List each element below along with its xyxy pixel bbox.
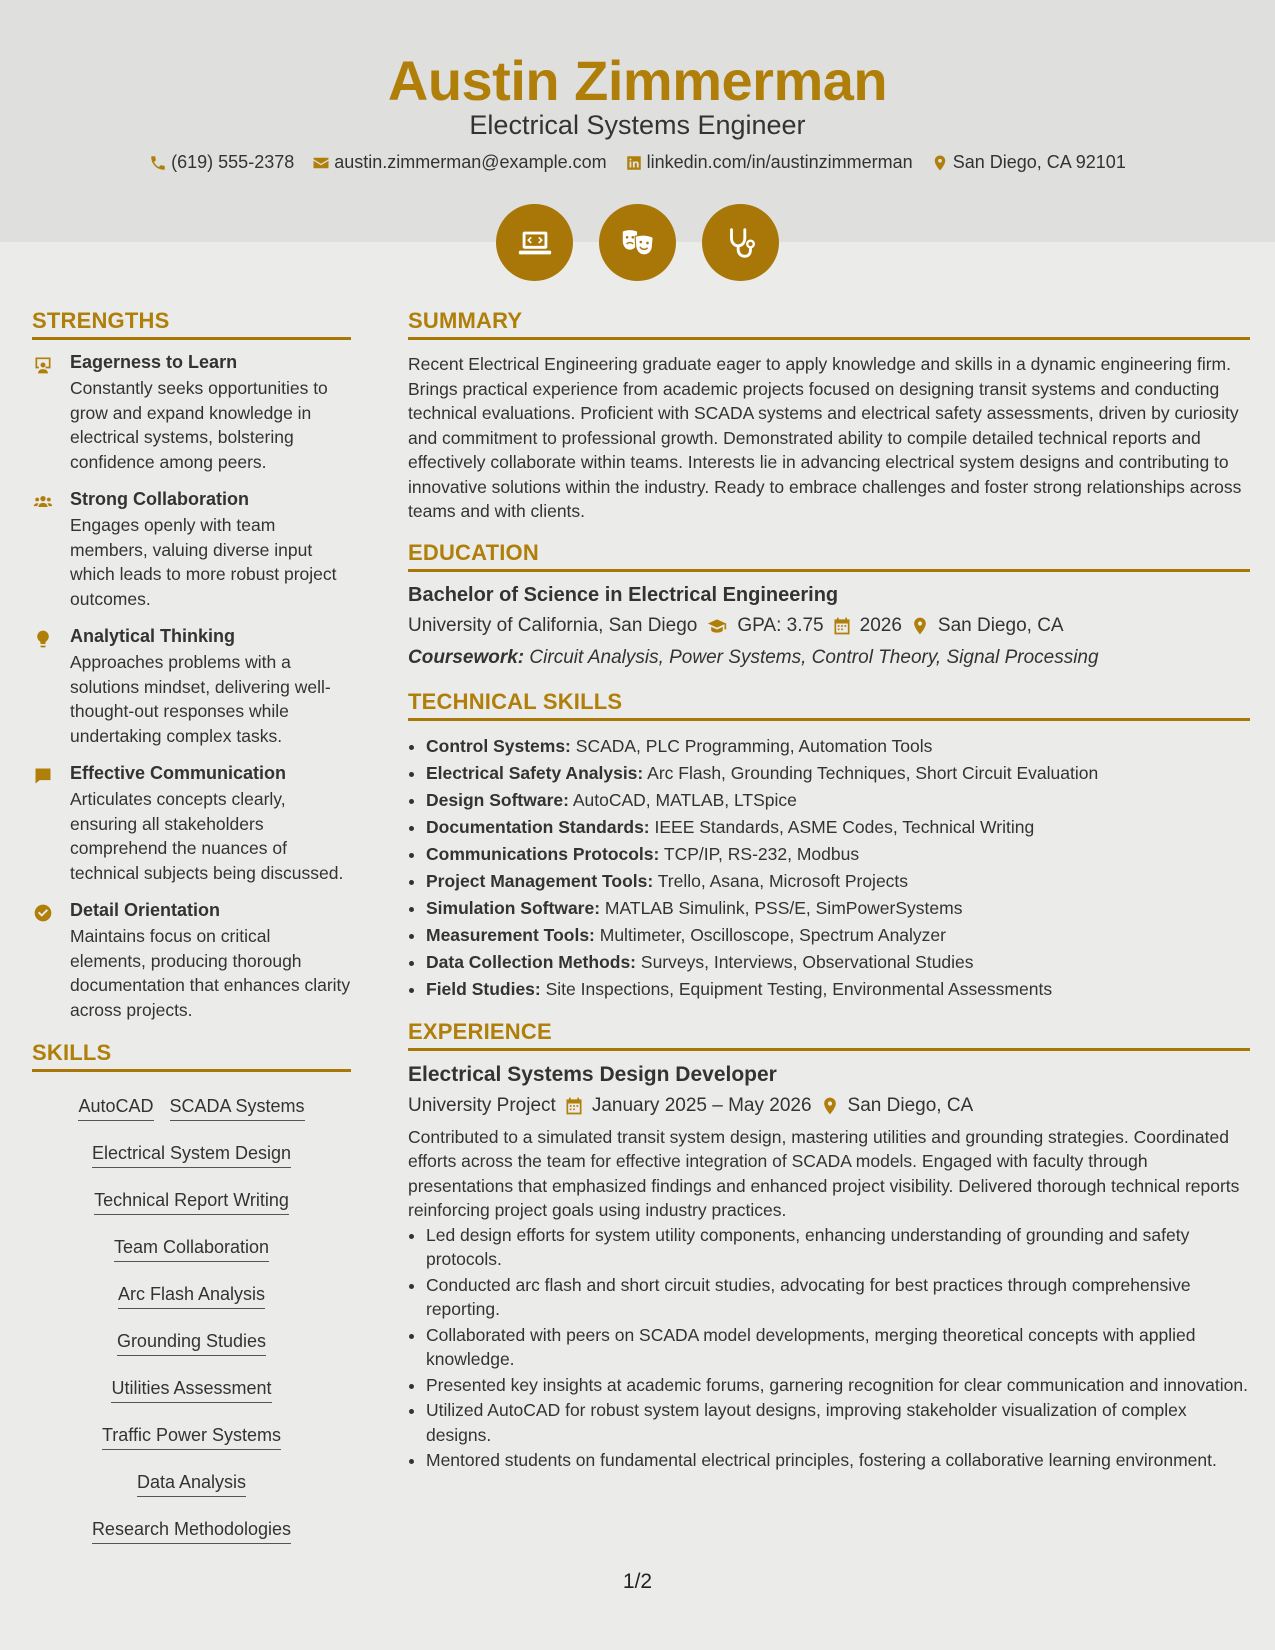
list-item — [426, 814, 1250, 841]
summary-heading: SUMMARY — [408, 308, 1250, 340]
strength-title: Detail Orientation — [70, 900, 221, 920]
users-icon — [32, 492, 54, 512]
contact-email[interactable] — [312, 152, 606, 173]
skill-tag: Electrical System Design — [92, 1143, 291, 1168]
coursework-label: Coursework: — [408, 646, 525, 668]
skill-tag: Technical Report Writing — [94, 1190, 289, 1215]
skill-tag: Research Methodologies — [92, 1519, 291, 1544]
list-item: • Mentored students on fundamental electrical principles, fostering a collaborative learning environment. — [426, 1448, 1250, 1473]
check-circle-icon — [32, 903, 54, 923]
tech-skill-label: Control Systems: — [426, 735, 571, 756]
candidate-name: Austin Zimmerman — [387, 49, 888, 112]
left-column — [32, 308, 351, 1556]
strength-desc: Constantly seeks opportunities to grow and expand knowledge in electrical systems, bolstering confidence among peers. — [70, 378, 328, 472]
education-location: San Diego, CA — [937, 614, 1064, 636]
strength-desc: Maintains focus on critical elements, producing thorough documentation that enhances clarity across projects. — [70, 926, 351, 1020]
phone-text: (619) 555-2378 — [171, 152, 295, 172]
tech-skill-value: Site Inspections, Equipment Testing, Environmental Assessments — [545, 978, 1053, 999]
strength-desc: Articulates concepts clearly, ensuring all stakeholders comprehend the nuances of technical subjects being discussed. — [70, 789, 344, 883]
strength-desc: Engages openly with team members, valuing diverse input which leads to more robust project outcomes. — [70, 515, 337, 609]
tech-skill-value: AutoCAD, MATLAB, LTSpice — [572, 789, 797, 810]
contact-phone[interactable] — [149, 152, 294, 173]
linkedin-text: linkedin.com/in/austinzimmerman — [646, 152, 913, 172]
tech-skill-value: TCP/IP, RS-232, Modbus — [663, 843, 860, 864]
theater-masks-icon — [599, 204, 676, 281]
list-item — [426, 868, 1250, 895]
list-item: • Presented key insights at academic forums, garnering recognition for clear communication and innovation. — [426, 1373, 1250, 1398]
list-item — [426, 949, 1250, 976]
education-gpa: GPA: 3.75 — [737, 614, 824, 636]
tech-skill-value: MATLAB Simulink, PSS/E, SimPowerSystems — [604, 897, 963, 918]
tech-skill-value: Multimeter, Oscilloscope, Spectrum Analyzer — [599, 924, 946, 945]
interest-icons — [0, 204, 1275, 281]
comment-icon — [32, 766, 54, 786]
strength-item — [32, 626, 351, 748]
tech-skill-label: Project Management Tools: — [426, 870, 654, 891]
list-item: • Collaborated with peers on SCADA model developments, merging theoretical concepts with applied knowledge. — [426, 1323, 1250, 1372]
experience-heading: EXPERIENCE — [408, 1019, 1250, 1051]
contact-location — [931, 152, 1126, 173]
list-item — [426, 976, 1250, 1003]
strength-item — [32, 352, 351, 474]
skill-tag: Grounding Studies — [117, 1331, 266, 1356]
education-school: University of California, San Diego — [408, 614, 698, 636]
tech-skill-label: Measurement Tools: — [426, 924, 595, 945]
skill-tag: Team Collaboration — [114, 1237, 269, 1262]
graduation-cap-icon — [705, 616, 729, 636]
calendar-icon — [832, 616, 852, 636]
skill-tag: Arc Flash Analysis — [118, 1284, 265, 1309]
technical-skills-heading: TECHNICAL SKILLS — [408, 689, 1250, 721]
tech-skill-value: SCADA, PLC Programming, Automation Tools — [575, 735, 933, 756]
tech-skill-label: Documentation Standards: — [426, 816, 650, 837]
list-item — [426, 895, 1250, 922]
strength-desc: Approaches problems with a solutions mindset, delivering well-thought-out responses while undertaking complex tasks. — [70, 652, 331, 746]
experience-dates: January 2025 – May 2026 — [591, 1094, 812, 1116]
summary-text: Recent Electrical Engineering graduate eager to apply knowledge and skills in a dynamic engineering firm. Brings practical experience from academic projects focused on designing transit systems and conducting technical evaluations. Proficient with SCADA systems and electrical safety assessments, driven by curiosity and commitment to professional growth. Demonstrated ability to compile detailed technical reports and effectively collaborate within teams. Interests lie in advancing electrical system designs and contributing to innovative solutions within the industry. Ready to embrace challenges and foster strong relationships across teams and with clients. — [408, 354, 1242, 521]
contact-bar — [0, 152, 1275, 173]
skill-tag: SCADA Systems — [170, 1096, 305, 1121]
contact-linkedin[interactable] — [625, 152, 913, 173]
lightbulb-icon — [32, 629, 54, 649]
tech-skill-label: Simulation Software: — [426, 897, 601, 918]
skill-tag: Traffic Power Systems — [102, 1425, 281, 1450]
location-text: San Diego, CA 92101 — [952, 152, 1126, 172]
list-item — [426, 787, 1250, 814]
strength-item — [32, 489, 351, 611]
skills-heading: SKILLS — [32, 1040, 351, 1072]
education-degree: Bachelor of Science in Electrical Engineering — [408, 583, 839, 606]
list-item — [426, 733, 1250, 760]
laptop-code-icon — [496, 204, 573, 281]
technical-skills-list — [408, 733, 1250, 1003]
experience-location: San Diego, CA — [847, 1094, 974, 1116]
right-column — [408, 308, 1250, 1474]
graduation-teacher-icon — [32, 355, 54, 375]
list-item — [426, 922, 1250, 949]
strength-title: Analytical Thinking — [70, 626, 236, 646]
experience-role: Electrical Systems Design Developer — [408, 1062, 777, 1086]
page-number: 1/2 — [622, 1570, 653, 1593]
list-item — [426, 760, 1250, 787]
email-text: austin.zimmerman@example.com — [334, 152, 607, 172]
education-heading: EDUCATION — [408, 540, 1250, 572]
tech-skill-value: IEEE Standards, ASME Codes, Technical Writing — [654, 816, 1035, 837]
tech-skill-label: Communications Protocols: — [426, 843, 660, 864]
strength-title: Effective Communication — [70, 763, 287, 783]
experience-description: Contributed to a simulated transit system design, mastering utilities and grounding strategies. Coordinated efforts across the team for effective integration of SCADA models. Engaged with faculty through presentations that emphasized findings and enhanced project visibility. Delivered thorough technical reports reinforcing project goals using industry practices. — [408, 1126, 1240, 1220]
tech-skill-value: Trello, Asana, Microsoft Projects — [657, 870, 909, 891]
strength-title: Eagerness to Learn — [70, 352, 238, 372]
tech-skill-label: Electrical Safety Analysis: — [426, 762, 644, 783]
skill-tag: Data Analysis — [137, 1472, 246, 1497]
map-pin-icon — [820, 1096, 840, 1116]
map-pin-icon — [910, 616, 930, 636]
education-details — [408, 615, 1250, 637]
skills-list — [32, 1084, 351, 1556]
list-item: • Utilized AutoCAD for robust system layout designs, improving stakeholder visualization of complex designs. — [426, 1398, 1250, 1447]
skill-tag: Utilities Assessment — [111, 1378, 271, 1403]
candidate-title: Electrical Systems Engineer — [469, 110, 806, 140]
coursework-list: Circuit Analysis, Power Systems, Control Theory, Signal Processing — [529, 646, 1099, 668]
education-year: 2026 — [859, 614, 902, 636]
linkedin-icon — [625, 154, 643, 172]
tech-skill-value: Arc Flash, Grounding Techniques, Short Circuit Evaluation — [647, 762, 1099, 783]
phone-icon — [149, 154, 167, 172]
map-pin-icon — [931, 154, 949, 172]
education-coursework — [408, 647, 1250, 669]
list-item: • Led design efforts for system utility components, enhancing understanding of grounding and safety protocols. — [426, 1223, 1250, 1272]
tech-skill-label: Field Studies: — [426, 978, 541, 999]
tech-skill-label: Design Software: — [426, 789, 569, 810]
calendar-icon — [564, 1096, 584, 1116]
experience-org: University Project — [408, 1094, 556, 1116]
strength-item — [32, 900, 351, 1022]
strengths-heading: STRENGTHS — [32, 308, 351, 340]
list-item: • Conducted arc flash and short circuit studies, advocating for best practices through comprehensive reporting. — [426, 1273, 1250, 1322]
strength-title: Strong Collaboration — [70, 489, 249, 509]
skill-tag: AutoCAD — [78, 1096, 153, 1121]
strength-item — [32, 763, 351, 885]
experience-details — [408, 1095, 1250, 1117]
list-item — [426, 841, 1250, 868]
tech-skill-label: Data Collection Methods: — [426, 951, 637, 972]
tech-skill-value: Surveys, Interviews, Observational Studies — [640, 951, 974, 972]
envelope-icon — [312, 154, 330, 172]
experience-bullets — [408, 1223, 1250, 1473]
stethoscope-icon — [702, 204, 779, 281]
